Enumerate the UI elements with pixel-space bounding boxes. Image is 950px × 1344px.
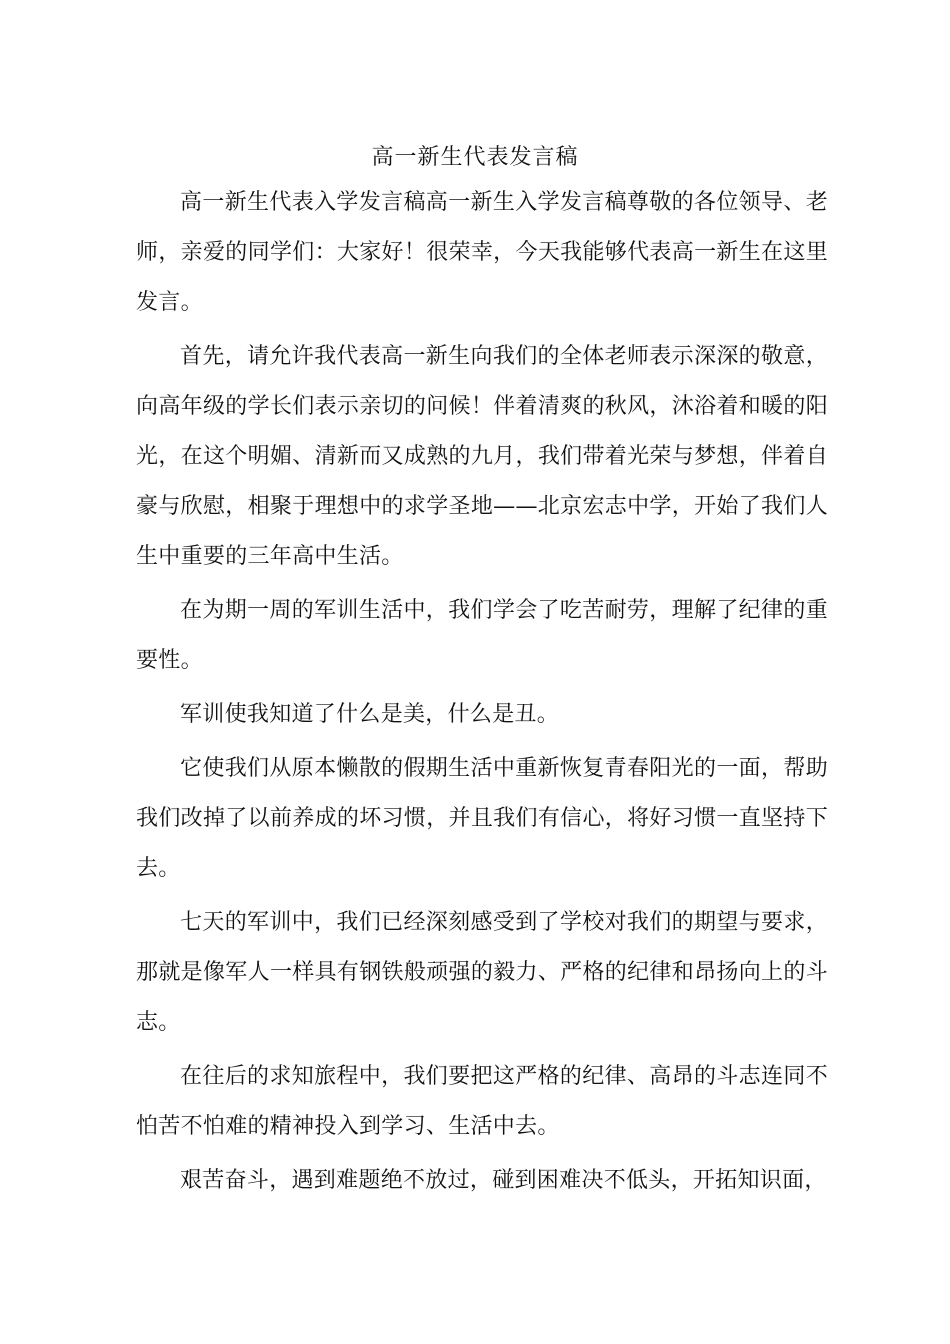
document-title: 高一新生代表发言稿	[371, 145, 579, 170]
paragraph-8: 艰苦奋斗，遇到难题绝不放过，碰到困难决不低头，开拓知识面，	[180, 1168, 827, 1193]
paragraph-7: 在往后的求知旅程中，我们要把这严格的纪律、高昂的斗志连同不怕苦不怕难的精神投入到学习、生活中去。	[136, 1064, 828, 1139]
document-body	[136, 178, 828, 1210]
paragraph-2: 首先，请允许我代表高一新生向我们的全体老师表示深深的敬意，向高年级的学长们表示亲切的问候！伴着清爽的秋风，沐浴着和暖的阳光，在这个明媚、清新而又成熟的九月，我们带着光荣与梦想，伴着自豪与欣慰，相聚于理想中的求学圣地——北京宏志中学，开始了我们人生中重要的三年高中生活。	[136, 344, 828, 569]
paragraph-6: 七天的军训中，我们已经深刻感受到了学校对我们的期望与要求，那就是像军人一样具有钢铁般顽强的毅力、严格的纪律和昂扬向上的斗志。	[136, 910, 828, 1035]
paragraph-3: 在为期一周的军训生活中，我们学会了吃苦耐劳，理解了纪律的重要性。	[136, 598, 828, 673]
paragraph-4: 军训使我知道了什么是美，什么是丑。	[180, 702, 560, 727]
paragraph-1: 高一新生代表入学发言稿高一新生入学发言稿尊敬的各位领导、老师，亲爱的同学们：大家好！很荣幸，今天我能够代表高一新生在这里发言。	[136, 190, 828, 315]
paragraph-5: 它使我们从原本懒散的假期生活中重新恢复青春阳光的一面，帮助我们改掉了以前养成的坏习惯，并且我们有信心，将好习惯一直坚持下去。	[136, 756, 828, 881]
